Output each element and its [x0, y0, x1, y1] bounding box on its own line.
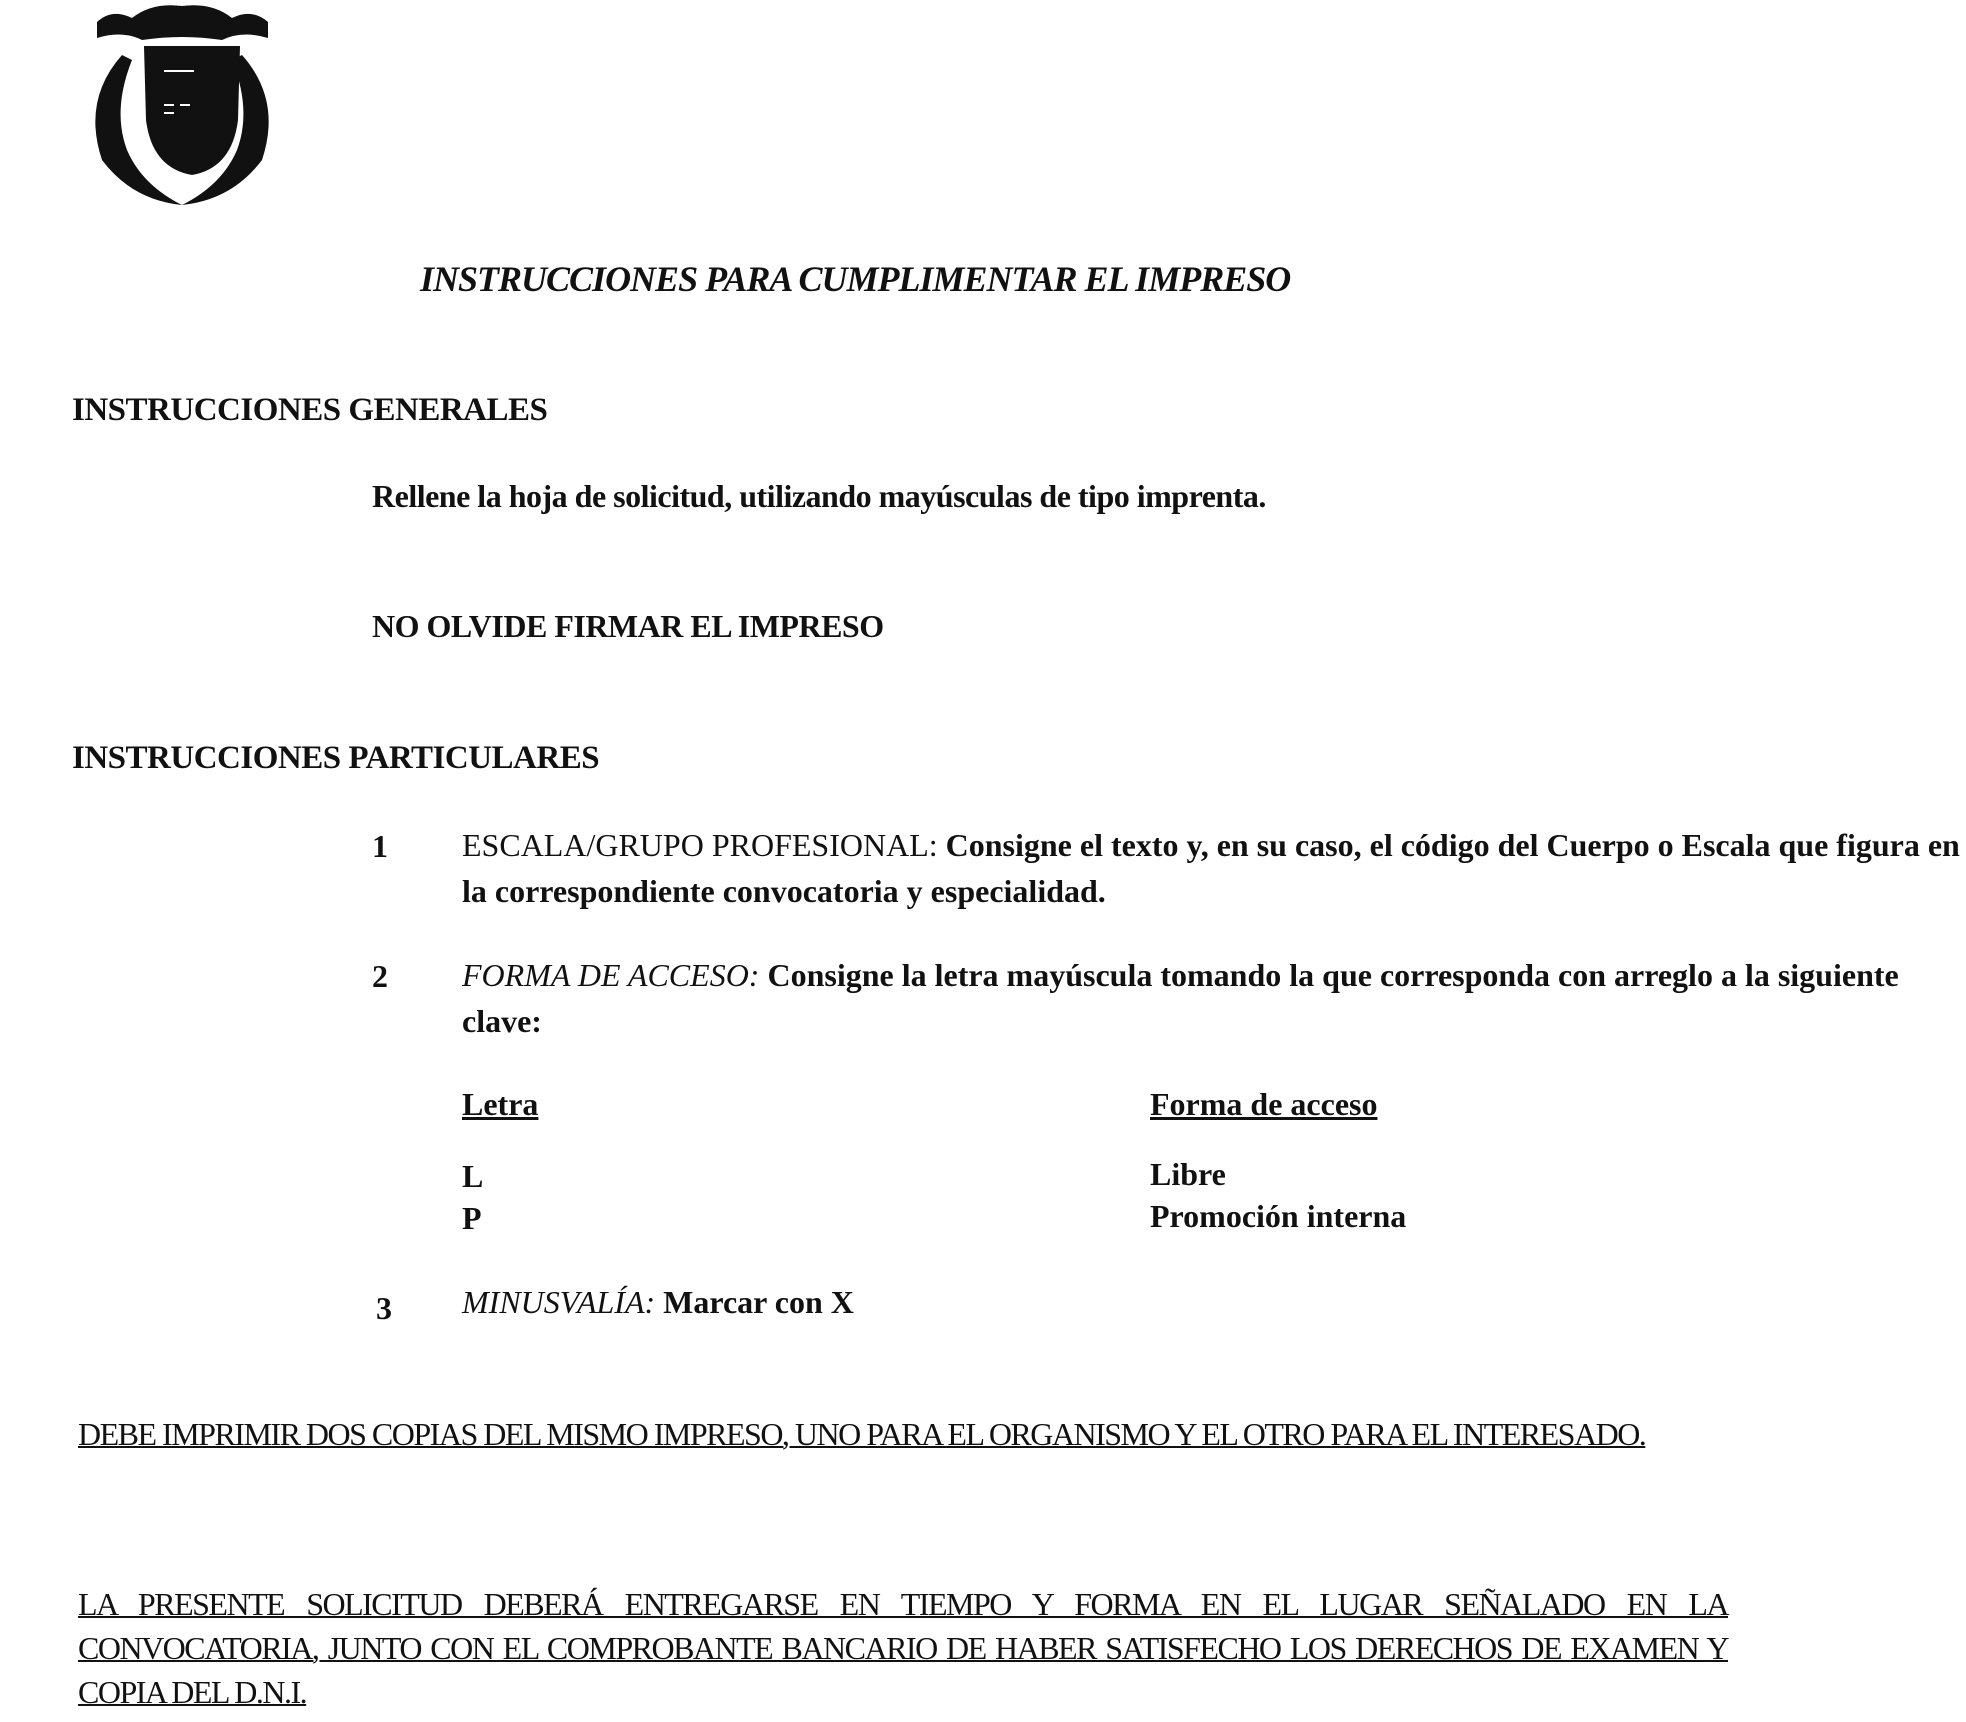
document-title: INSTRUCCIONES PARA CUMPLIMENTAR EL IMPRESO [420, 259, 1291, 299]
item-text: Marcar con X [663, 1284, 854, 1320]
table-cell: Promoción interna [1150, 1198, 1407, 1234]
general-instructions-heading: INSTRUCCIONES GENERALES [72, 392, 548, 428]
general-instruction-fill: Rellene la hoja de solicitud, utilizando mayúsculas de tipo imprenta. [372, 478, 1266, 514]
crest-logo-icon [72, 0, 292, 210]
item-escala-grupo [462, 822, 1966, 914]
item-number: 3 [376, 1290, 392, 1326]
item-text: Consigne la letra mayúscula tomando la que corresponda con arreglo a la siguiente clave: [462, 957, 1899, 1039]
notice-delivery: LA PRESENTE SOLICITUD DEBERÁ ENTREGARSE EN TIEMPO Y FORMA EN EL LUGAR SEÑALADO EN LA CONVOCATORIA, JUNTO CON EL COMPROBANTE BANCARIO DE HABER SATISFECHO LOS DERECHOS DE EXAMEN Y COPIA DEL D.N.I. [78, 1586, 1728, 1710]
item-label: MINUSVALÍA: [462, 1284, 656, 1320]
item-label: ESCALA/GRUPO PROFESIONAL: [462, 827, 938, 863]
table-cell: L [462, 1158, 484, 1194]
table-header-forma: Forma de acceso [1150, 1086, 1378, 1122]
table-cell: P [462, 1200, 482, 1236]
item-minusvalia [462, 1284, 854, 1321]
item-text: Consigne el texto y, en su caso, el código del Cuerpo o Escala que figura en la correspondiente convocatoria y especialidad. [462, 827, 1960, 909]
general-instruction-sign: NO OLVIDE FIRMAR EL IMPRESO [372, 608, 884, 644]
item-number: 1 [372, 828, 388, 864]
item-label: FORMA DE ACCESO: [462, 957, 760, 993]
item-number: 2 [372, 958, 388, 994]
item-forma-acceso [462, 952, 1966, 1044]
notice-print-copies: DEBE IMPRIMIR DOS COPIAS DEL MISMO IMPRESO, UNO PARA EL ORGANISMO Y EL OTRO PARA EL INTERESADO. [78, 1416, 1646, 1452]
table-cell: Libre [1150, 1156, 1226, 1192]
table-header-letra: Letra [462, 1086, 539, 1122]
particular-instructions-heading: INSTRUCCIONES PARTICULARES [72, 740, 600, 776]
